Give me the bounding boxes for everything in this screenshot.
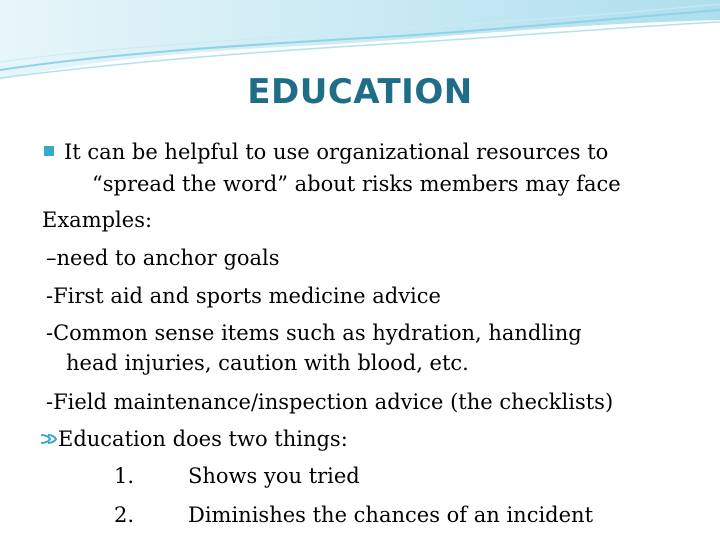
arrow-bullet-icon xyxy=(40,432,58,446)
example-3-line1: -Common sense items such as hydration, handling xyxy=(46,321,582,345)
example-4: -Field maintenance/inspection advice (the checklists) xyxy=(46,390,614,414)
bullet2: Education does two things: xyxy=(58,427,348,451)
bullet1-line2: “spread the word” about risks members may face xyxy=(92,172,621,196)
examples-label: Examples: xyxy=(42,208,153,232)
example-2: -First aid and sports medicine advice xyxy=(46,284,441,308)
example-3-line2: head injuries, caution with blood, etc. xyxy=(66,351,469,375)
square-bullet-icon xyxy=(44,146,54,156)
bullet1-line1: It can be helpful to use organizational resources to xyxy=(64,140,609,164)
list-item-1: Shows you tried xyxy=(188,464,360,488)
slide-title: EDUCATION xyxy=(247,72,473,112)
list-number-1: 1. xyxy=(114,464,135,488)
list-item-2: Diminishes the chances of an incident xyxy=(188,503,594,527)
example-1: –need to anchor goals xyxy=(46,246,280,270)
list-number-2: 2. xyxy=(114,503,135,527)
